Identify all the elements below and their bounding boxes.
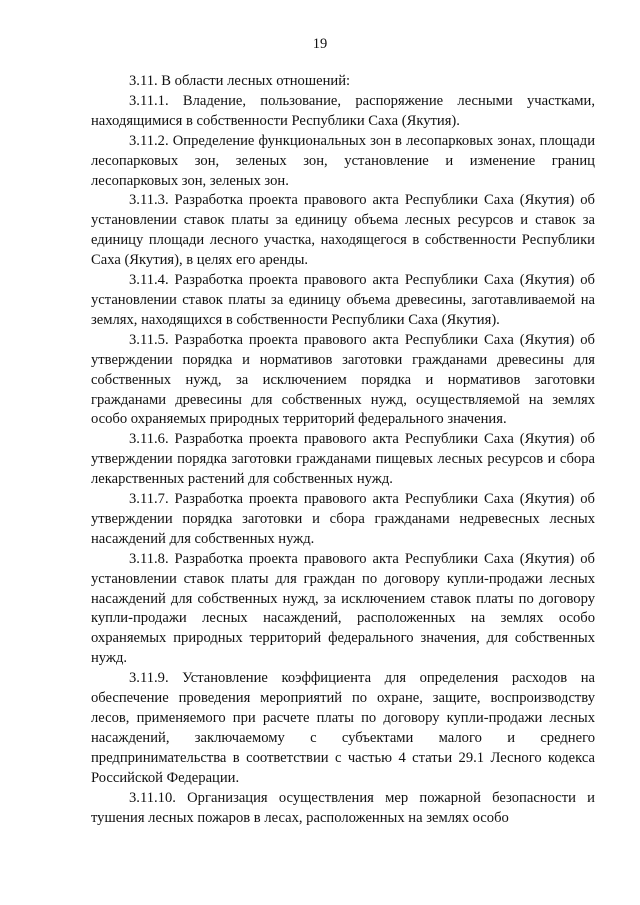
section-heading: 3.11. В области лесных отношений:	[129, 73, 351, 89]
paragraph-3-11-10: 3.11.10. Организация осуществления мер пожарной безопасности и тушения лесных пожаров в лесах, расположенных на землях особо	[91, 789, 595, 826]
document-body	[91, 72, 595, 828]
paragraph-3-11-2: 3.11.2. Определение функциональных зон в лесопарковых зонах, площади лесопарковых зон, зеленых зон, установление и изменение границ лесопарковых зон, зеленых зон.	[91, 132, 595, 189]
page-number: 19	[312, 36, 328, 52]
paragraph-3-11-9: 3.11.9. Установление коэффициента для определения расходов на обеспечение проведения мероприятий по охране, защите, воспроизводству лесов, применяемого при расчете платы по договору купли-продажи лесных насаждений, заключаемому с субъектами малого и среднего предпринимательства в соответствии с частью 4 статьи 29.1 Лесного кодекса Российской Федерации.	[91, 670, 595, 786]
paragraph-3-11-1: 3.11.1. Владение, пользование, распоряжение лесными участками, находящимися в собственности Республики Саха (Якутия).	[91, 92, 595, 129]
paragraph-3-11-7: 3.11.7. Разработка проекта правового акта Республики Саха (Якутия) об утверждении порядка заготовки и сбора гражданами недревесных лесных насаждений для собственных нужд.	[91, 491, 595, 547]
paragraph-3-11-8: 3.11.8. Разработка проекта правового акта Республики Саха (Якутия) об установлении ставок платы для граждан по договору купли-продажи лесных насаждений для собственных нужд, за исключением ставок платы по договору купли-продажи лесных насаждений, расположенных на землях особо охраняемых природных территорий федерального значения, для собственных нужд.	[91, 550, 595, 667]
paragraph-3-11-3: 3.11.3. Разработка проекта правового акта Республики Саха (Якутия) об установлении ставок платы за единицу объема лесных ресурсов и ставок за единицу площади лесного участка, находящегося в собственности Республики Саха (Якутия), в целях его аренды.	[91, 192, 595, 269]
paragraph-3-11-6: 3.11.6. Разработка проекта правового акта Республики Саха (Якутия) об утверждении порядка заготовки гражданами пищевых лесных ресурсов и сбора лекарственных растений для собственных нужд.	[91, 431, 595, 488]
paragraph-3-11-5: 3.11.5. Разработка проекта правового акта Республики Саха (Якутия) об утверждении порядка и нормативов заготовки гражданами древесины для собственных нужд, за исключением порядка и нормативов заготовки гражданами древесины для собственных нужд, осуществляемой на землях особо охраняемых природных территорий федерального значения.	[91, 331, 595, 428]
paragraph-3-11-4: 3.11.4. Разработка проекта правового акта Республики Саха (Якутия) об установлении ставок платы за единицу объема древесины, заготавливаемой на землях, находящихся в собственности Республики Саха (Якутия).	[91, 272, 595, 328]
